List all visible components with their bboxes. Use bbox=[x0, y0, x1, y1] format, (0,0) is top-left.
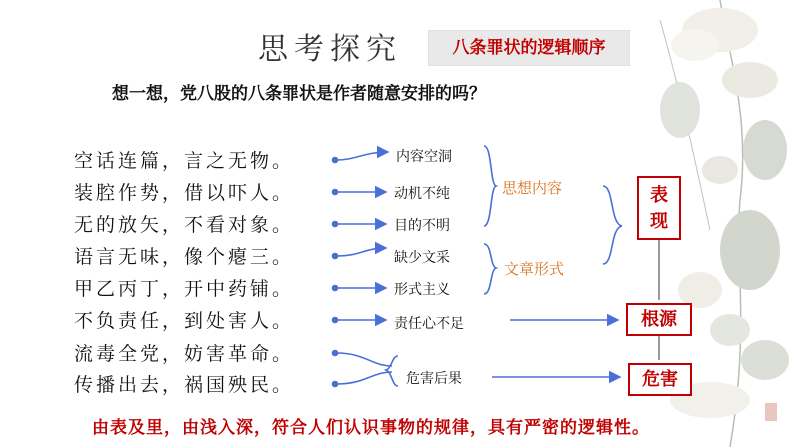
box-harm: 危害 bbox=[628, 363, 692, 396]
topic-tag: 八条罪状的逻辑顺序 bbox=[428, 30, 630, 66]
label-consequence: 危害后果 bbox=[406, 371, 462, 387]
box-surface-line1: 表 bbox=[650, 185, 668, 206]
label-purpose: 目的不明 bbox=[394, 218, 450, 234]
arrow-4 bbox=[337, 248, 386, 256]
box-surface-line2: 现 bbox=[650, 211, 668, 232]
brace-surface bbox=[603, 186, 622, 264]
brace-content bbox=[484, 146, 496, 226]
poem-line-2: 装腔作势，借以吓人。 bbox=[74, 182, 295, 204]
poem-line-4: 语言无味，像个瘪三。 bbox=[74, 246, 295, 268]
poem-line-8: 传播出去，祸国殃民。 bbox=[74, 374, 295, 396]
box-surface bbox=[637, 176, 681, 240]
label-content-empty: 内容空洞 bbox=[396, 149, 452, 165]
slide-title: 思考探究 bbox=[258, 32, 402, 67]
poem-line-6: 不负责任，到处害人。 bbox=[74, 310, 295, 332]
summary-text: 由表及里，由浅入深，符合人们认识事物的规律，具有严密的逻辑性。 bbox=[92, 418, 650, 438]
poem-line-1: 空话连篇，言之无物。 bbox=[74, 150, 295, 172]
question-text: 想一想，党八股的八条罪状是作者随意安排的吗？ bbox=[112, 84, 486, 104]
label-responsibility: 责任心不足 bbox=[394, 316, 464, 332]
label-motive: 动机不纯 bbox=[394, 186, 450, 202]
arrow-1 bbox=[337, 152, 388, 160]
label-formalism: 形式主义 bbox=[394, 282, 450, 298]
poem-line-3: 无的放矢，不看对象。 bbox=[74, 214, 295, 236]
group-label-form: 文章形式 bbox=[504, 260, 565, 278]
group-label-content: 思想内容 bbox=[502, 179, 563, 197]
label-style: 缺少文采 bbox=[394, 250, 450, 266]
brace-harm bbox=[386, 356, 398, 386]
poem-line-7: 流毒全党，妨害革命。 bbox=[74, 343, 295, 365]
dot-1 bbox=[333, 158, 338, 163]
brace-form bbox=[484, 244, 496, 294]
box-root: 根源 bbox=[626, 303, 692, 336]
poem-line-5: 甲乙丙丁，开中药铺。 bbox=[74, 278, 295, 300]
arrow-7a bbox=[337, 353, 392, 366]
arrow-8a bbox=[337, 372, 392, 384]
